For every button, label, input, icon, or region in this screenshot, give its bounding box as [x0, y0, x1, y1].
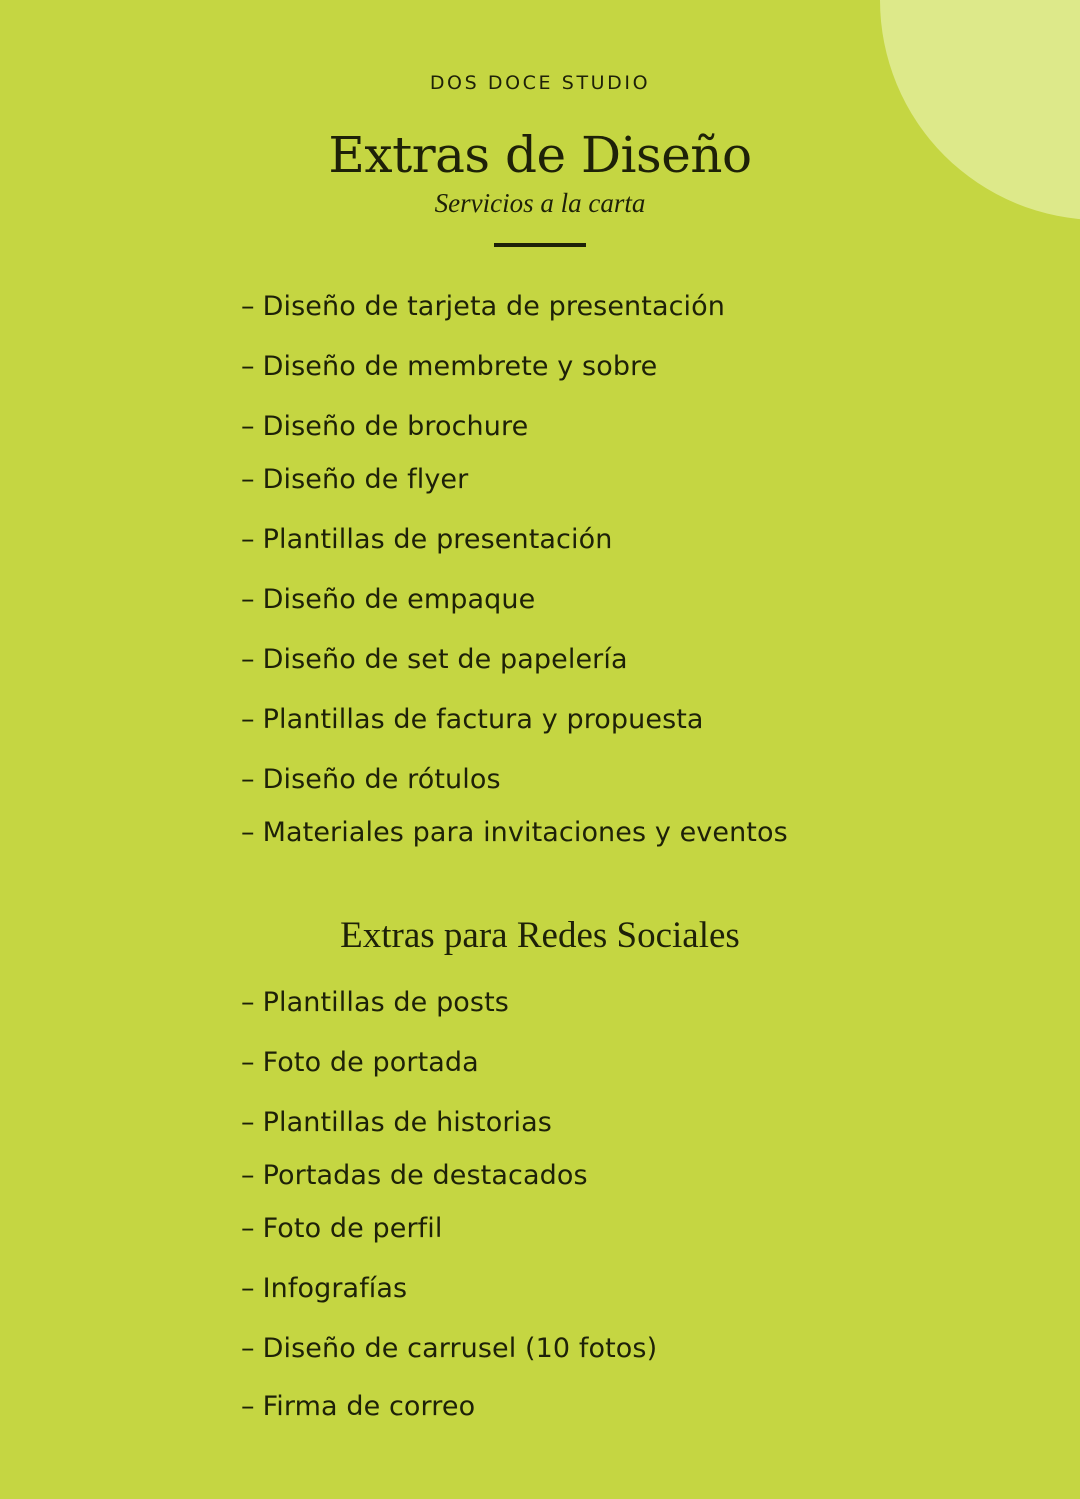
section-title-social: Extras para Redes Sociales: [340, 915, 740, 956]
list-item: – Diseño de brochure: [241, 411, 529, 442]
list-item: – Materiales para invitaciones y eventos: [241, 817, 788, 848]
list-item: – Plantillas de factura y propuesta: [241, 704, 704, 735]
brand-name: DOS DOCE STUDIO: [429, 72, 651, 94]
list-item: – Infografías: [241, 1273, 408, 1304]
list-item: – Foto de portada: [241, 1047, 479, 1078]
list-item: – Plantillas de posts: [241, 987, 509, 1018]
page-subtitle: Servicios a la carta: [434, 188, 646, 218]
list-item: – Diseño de tarjeta de presentación: [241, 291, 725, 322]
list-item: – Plantillas de historias: [241, 1107, 552, 1138]
list-item: – Portadas de destacados: [241, 1160, 588, 1191]
list-item: – Foto de perfil: [241, 1213, 443, 1244]
list-item: – Diseño de set de papelería: [241, 644, 628, 675]
title-divider: [494, 243, 586, 247]
list-item: – Diseño de rótulos: [241, 764, 501, 795]
list-item: – Plantillas de presentación: [241, 524, 613, 555]
list-item: – Diseño de carrusel (10 fotos): [241, 1333, 658, 1364]
list-item: – Firma de correo: [241, 1391, 476, 1422]
list-item: – Diseño de membrete y sobre: [241, 351, 658, 382]
page-title: Extras de Diseño: [328, 126, 752, 184]
list-item: – Diseño de empaque: [241, 584, 536, 615]
list-item: – Diseño de flyer: [241, 464, 469, 495]
